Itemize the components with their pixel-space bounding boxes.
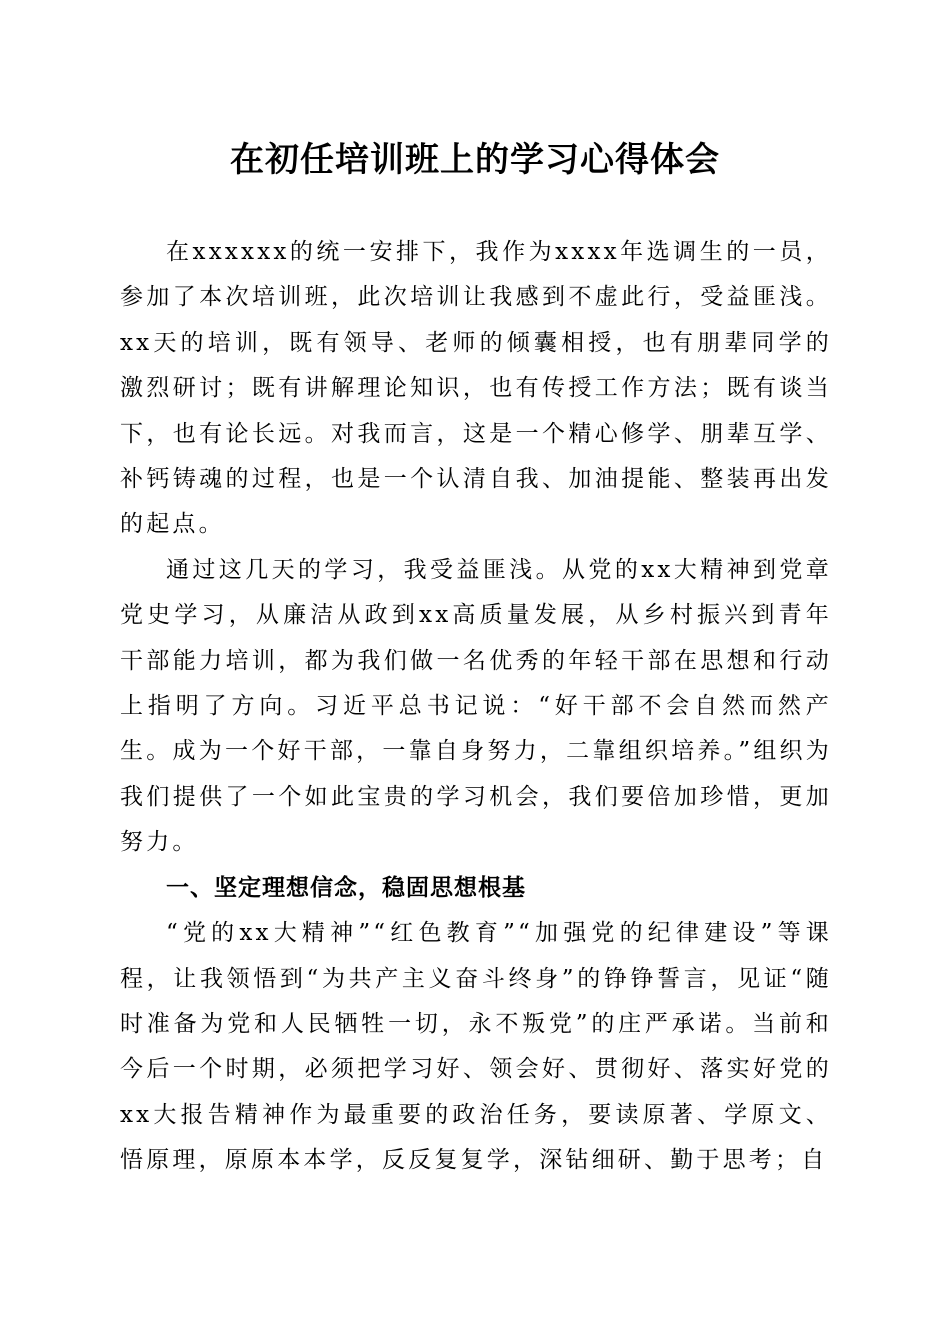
section-1-paragraph: “党的xx大精神”“红色教育”“加强党的纪律建设”等课程，让我领悟到“为共产主义奋斗终身”的铮铮誓言，见证“随时准备为党和人民牺牲一切，永不叛党”的庄严承诺。当前和今后一个时期，必须把学习好、领会好、贯彻好、落实好党的xx大报告精神作为最重要的政治任务，要读原著、学原文、悟原理，原原本本学，反反复复学，深钻细研、勤于思考；自	[120, 920, 832, 1174]
document-body	[120, 230, 832, 1184]
paragraph-intro: 在xxxxxx的统一安排下，我作为xxxx年选调生的一员，参加了本次培训班，此次培训让我感到不虚此行，受益匪浅。xx天的培训，既有领导、老师的倾囊相授，也有朋辈同学的激烈研讨；既有讲解理论知识，也有传授工作方法；既有谈当下，也有论长远。对我而言，这是一个精心修学、朋辈互学、补钙铸魂的过程，也是一个认清自我、加油提能、整装再出发的起点。	[120, 239, 832, 538]
document-title: 在初任培训班上的学习心得体会	[230, 140, 720, 180]
paragraph-learning: 通过这几天的学习，我受益匪浅。从党的xx大精神到党章党史学习，从廉洁从政到xx高质量发展，从乡村振兴到青年干部能力培训，都为我们做一名优秀的年轻干部在思想和行动上指明了方向。习近平总书记说：“好干部不会自然而然产生。成为一个好干部，一靠自身努力，二靠组织培养。”组织为我们提供了一个如此宝贵的学习机会，我们要倍加珍惜，更加努力。	[120, 556, 832, 856]
section-heading-1: 一、坚定理想信念，稳固思想根基	[166, 874, 526, 901]
